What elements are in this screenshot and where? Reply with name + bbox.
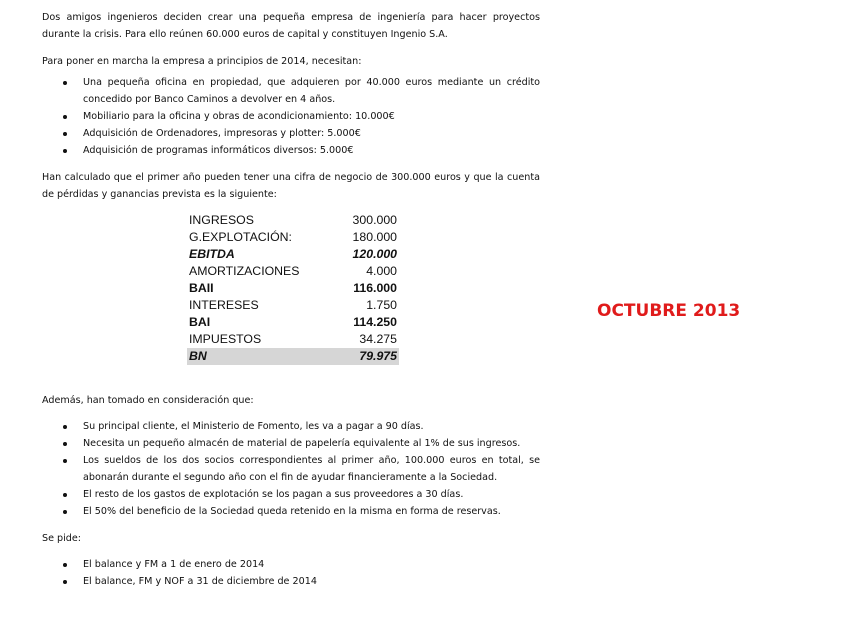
date-stamp: OCTUBRE 2013 <box>597 301 741 321</box>
list-item: Los sueldos de los dos socios correspondientes al primer año, 100.000 euros en total, se abonarán durante el segundo año con el fin de ayudar financieramente a la Sociedad. <box>42 452 540 486</box>
list-item: El 50% del beneficio de la Sociedad queda retenido en la misma en forma de reservas. <box>42 503 540 520</box>
table-row <box>187 212 399 229</box>
row-value: 79.975 <box>359 349 397 363</box>
forecast-paragraph: Han calculado que el primer año pueden tener una cifra de negocio de 300.000 euros y que la cuenta de pérdidas y ganancias prevista es la siguiente: <box>42 172 540 200</box>
row-value: 300.000 <box>352 213 397 227</box>
table-row <box>187 314 399 331</box>
table-row <box>187 229 399 246</box>
list-item: Necesita un pequeño almacén de material de papelería equivalente al 1% de sus ingresos. <box>42 435 540 452</box>
table-row <box>187 263 399 280</box>
row-value: 1.750 <box>366 298 397 312</box>
list-item: Una pequeña oficina en propiedad, que adquieren por 40.000 euros mediante un crédito concedido por Banco Caminos a devolver en 4 años. <box>42 74 540 108</box>
row-value: 120.000 <box>352 247 397 261</box>
row-label: INTERESES <box>189 298 259 312</box>
considerations-list <box>42 418 540 520</box>
intro-paragraph: Dos amigos ingenieros deciden crear una pequeña empresa de ingeniería para hacer proyectos durante la crisis. Para ello reúnen 60.000 euros de capital y constituyen Ingenio S.A. <box>42 12 540 40</box>
row-value: 4.000 <box>366 264 397 278</box>
asked-list <box>42 556 540 590</box>
needs-title: Para poner en marcha la empresa a principios de 2014, necesitan: <box>42 56 362 67</box>
row-label: BAI <box>189 315 211 329</box>
list-item: El balance, FM y NOF a 31 de diciembre de 2014 <box>42 573 540 590</box>
document-body <box>42 9 540 590</box>
table-row <box>187 246 399 263</box>
row-label: BAII <box>189 281 214 295</box>
table-row <box>187 348 399 365</box>
row-value: 34.275 <box>359 332 397 346</box>
row-value: 114.250 <box>353 315 397 329</box>
row-value: 180.000 <box>352 230 397 244</box>
table-row <box>187 331 399 348</box>
row-label: INGRESOS <box>189 213 254 227</box>
list-item: Adquisición de Ordenadores, impresoras y plotter: 5.000€ <box>42 125 540 142</box>
row-value: 116.000 <box>353 281 397 295</box>
table-row <box>187 297 399 314</box>
income-statement-table <box>187 212 399 365</box>
row-label: IMPUESTOS <box>189 332 262 346</box>
row-label: BN <box>189 349 207 363</box>
list-item: El balance y FM a 1 de enero de 2014 <box>42 556 540 573</box>
asked-title: Se pide: <box>42 533 82 544</box>
list-item: Adquisición de programas informáticos diversos: 5.000€ <box>42 142 540 159</box>
row-label: G.EXPLOTACIÓN: <box>189 230 292 244</box>
needs-list <box>42 74 540 159</box>
list-item: El resto de los gastos de explotación se los pagan a sus proveedores a 30 días. <box>42 486 540 503</box>
row-label: EBITDA <box>189 247 235 261</box>
considerations-title: Además, han tomado en consideración que: <box>42 395 254 406</box>
list-item: Su principal cliente, el Ministerio de Fomento, les va a pagar a 90 días. <box>42 418 540 435</box>
row-label: AMORTIZACIONES <box>189 264 300 278</box>
list-item: Mobiliario para la oficina y obras de acondicionamiento: 10.000€ <box>42 108 540 125</box>
table-row <box>187 280 399 297</box>
